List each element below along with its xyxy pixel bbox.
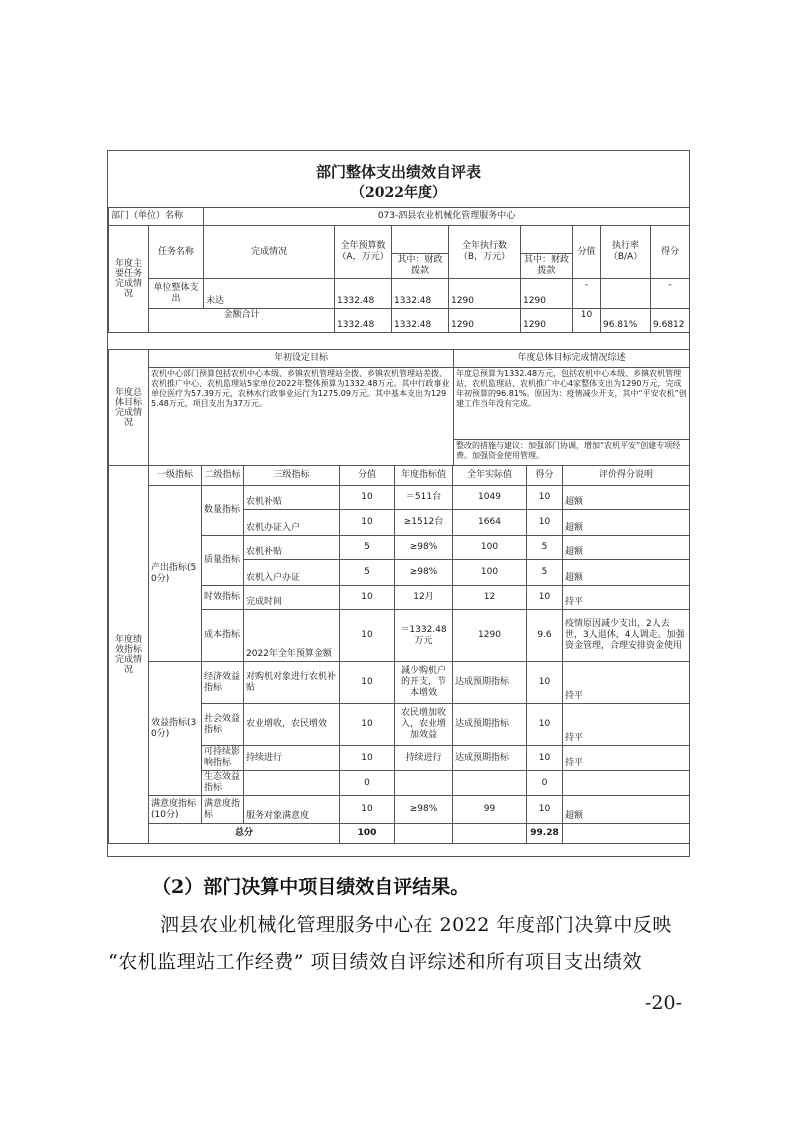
paragraph-line-1: 泗县农业机械化管理服务中心在 2022 年度部门决算中反映 [160,914,672,936]
header-target: 年度指标值 [395,466,453,486]
l3-cell: 农机入户办证 [244,560,340,586]
total-budget: 1332.48 [335,309,392,333]
total-exec-fin: 1290 [521,309,573,333]
row1-budget: 1332.48 [335,279,392,309]
total-exec: 1290 [449,309,521,333]
got-cell: 10 [527,704,563,746]
got-cell: 10 [527,510,563,536]
row1-status: 未达 [204,279,335,309]
l2-cell: 生态效益指标 [202,771,244,796]
output-indicator-label: 产出指标(50分) [149,486,202,662]
header-goal: 年初设定目标 [149,350,454,368]
actual-cell: 99 [453,796,527,824]
got-cell: 5 [527,536,563,560]
sec2-side-label: 年度总体目标完成情况 [109,350,149,466]
total-got: 99.28 [527,824,563,844]
header-got: 得分 [651,226,690,279]
actual-cell: 达成预期指标 [453,746,527,771]
table-row [109,796,690,824]
target-cell: 12月 [395,586,453,610]
target-cell: 减少购机户的开支，节本增效 [395,662,453,704]
header-budget-fin: 其中：财政拨款 [392,254,449,279]
score-cell: 10 [340,610,395,662]
score-cell: 10 [340,510,395,536]
total-got: 9.6812 [651,309,690,333]
header-exec-fin: 其中：财政拨款 [521,254,573,279]
l2-cell: 满意度指标 [202,796,244,824]
actual-cell: 1290 [453,610,527,662]
total-row [109,824,690,844]
l3-cell: 对购机对象进行农机补贴 [244,662,340,704]
row1-exec-fin: 1290 [521,279,573,309]
got-cell: 10 [527,796,563,824]
target-cell [395,771,453,796]
actual-cell: 100 [453,536,527,560]
l3-cell: 完成时间 [244,586,340,610]
header-l3: 三级指标 [244,466,340,486]
total-label: 总分 [149,824,340,844]
l3-cell [244,771,340,796]
row1-rate [601,279,651,309]
sec1-side-label: 年度主要任务完成情况 [109,226,149,333]
row1-task: 单位整体支出 [149,279,204,309]
l2-cell: 时效指标 [202,586,244,610]
fix-text: 整改的措施与建议：加强部门协调，增加“农机平安”创建专项经费。加强资金使用管理。 [454,440,690,466]
note-cell: 持平 [563,586,690,610]
l2-cell: 可持续影响指标 [202,746,244,771]
total-rate: 96.81% [601,309,651,333]
total-score: 100 [340,824,395,844]
actual-cell: 100 [453,560,527,586]
target-cell: ≥98% [395,796,453,824]
score-cell: 10 [340,746,395,771]
total-score: 10 [573,309,601,333]
header-exec: 全年执行数（B，万元） [449,226,521,279]
score-cell: 10 [340,586,395,610]
header-got: 得分 [527,466,563,486]
l3-cell: 农业增收，农民增效 [244,704,340,746]
got-cell: 10 [527,586,563,610]
unit-name: 073-泗县农业机械化管理服务中心 [204,208,690,226]
note-cell: 超额 [563,560,690,586]
header-l1: 一级指标 [149,466,202,486]
note-cell: 超额 [563,510,690,536]
l2-cell: 社会效益指标 [202,704,244,746]
header-rate: 执行率（B/A） [601,226,651,279]
note-cell: 持平 [563,662,690,704]
note-cell: 超额 [563,486,690,510]
score-cell: 10 [340,662,395,704]
benefit-indicator-label: 效益指标(30分) [149,662,202,796]
indicator-table [108,465,690,844]
score-cell: 10 [340,796,395,824]
unit-label: 部门（单位）名称 [109,208,204,226]
table-row [109,486,690,510]
total-budget-fin: 1332.48 [392,309,449,333]
form-year: （2022年度） [351,185,446,201]
score-cell: 0 [340,771,395,796]
header-note: 评价得分说明 [563,466,690,486]
l3-cell: 农机办证入户 [244,510,340,536]
target-cell: ≥98% [395,536,453,560]
actual-cell: 1664 [453,510,527,536]
header-score: 分值 [573,226,601,279]
paragraph-line-2: “农机监理站工作经费” 项目绩效自评综述和所有项目支出绩效 [108,951,642,973]
total-label: 金额合计 [149,309,335,333]
got-cell: 10 [527,486,563,510]
note-cell: 持平 [563,704,690,746]
goal-table [108,349,690,466]
task-table [108,207,690,333]
note-cell: 超额 [563,536,690,560]
target-cell: ＝511台 [395,486,453,510]
section-subheading: （2）部门决算中项目绩效自评结果。 [152,876,470,898]
total-actual-blank [453,824,527,844]
page-number: -20- [645,992,683,1014]
got-cell: 10 [527,746,563,771]
satisfaction-indicator-label: 满意度指标(10分) [149,796,202,824]
sec3-side-label: 年度绩效指标完成情况 [109,466,149,844]
l3-cell: 农机补贴 [244,536,340,560]
row1-score: - [573,279,601,309]
header-budget: 全年预算数（A，万元） [335,226,392,279]
target-cell: ≥98% [395,560,453,586]
got-cell: 0 [527,771,563,796]
got-cell: 5 [527,560,563,586]
target-cell: ≥1512台 [395,510,453,536]
header-status: 完成情况 [204,226,335,279]
l2-cell: 质量指标 [202,536,244,586]
note-cell: 持平 [563,746,690,771]
target-cell: 农民增加收入，农业增加效益 [395,704,453,746]
goal-text: 农机中心部门预算包括农机中心本级、乡镇农机管理站全拨、乡镇农机管理站差拨、农机推广中心、农机监理站5家单位2022年整体预算为1332.48万元。其中行政事业单位医疗为57.39万元，农林水行政事业运行为1275.09万元。其中基本支出为1295.48万元，项目支出为37万元。 [149,368,454,466]
total-target-blank [395,824,453,844]
header-l2: 二级指标 [202,466,244,486]
actual-cell: 达成预期指标 [453,662,527,704]
actual-cell [453,771,527,796]
header-goal-done: 年度总体目标完成情况综述 [454,350,690,368]
goal-done-text: 年度总预算为1332.48万元，包括农机中心本级、乡镇农机管理站、农机监理站、农机推广中心4家整体支出为1290万元，完成年初预算的96.81%。原因为：疫情减少开支，其中“平安农机”创建工作当年没有完成。 [454,368,690,440]
l3-cell: 服务对象满意度 [244,796,340,824]
l2-cell: 成本指标 [202,610,244,662]
actual-cell: 12 [453,586,527,610]
row1-budget-fin: 1332.48 [392,279,449,309]
target-cell: 持续进行 [395,746,453,771]
total-note-blank [563,824,690,844]
header-budget-blank [392,226,449,254]
row1-got: - [651,279,690,309]
table-row [109,662,690,704]
l3-cell: 2022年全年预算金额 [244,610,340,662]
l2-cell: 经济效益指标 [202,662,244,704]
got-cell: 10 [527,662,563,704]
l3-cell: 农机补贴 [244,486,340,510]
performance-evaluation-form [107,150,690,857]
header-exec-blank [521,226,573,254]
l2-cell: 数量指标 [202,486,244,536]
actual-cell: 达成预期指标 [453,704,527,746]
target-cell: ＝1332.48万元 [395,610,453,662]
score-cell: 5 [340,536,395,560]
note-cell: 超额 [563,796,690,824]
score-cell: 10 [340,704,395,746]
note-cell: 疫情原因减少支出，2人去世，3人退休，4人调走。加强资金管理，合理安排资金使用 [563,610,690,662]
header-score: 分值 [340,466,395,486]
score-cell: 5 [340,560,395,586]
score-cell: 10 [340,486,395,510]
header-task-name: 任务名称 [149,226,204,279]
header-actual: 全年实际值 [453,466,527,486]
got-cell: 9.6 [527,610,563,662]
l3-cell: 持续进行 [244,746,340,771]
note-cell [563,771,690,796]
row1-exec: 1290 [449,279,521,309]
form-title: 部门整体支出绩效自评表 [315,163,481,181]
actual-cell: 1049 [453,486,527,510]
